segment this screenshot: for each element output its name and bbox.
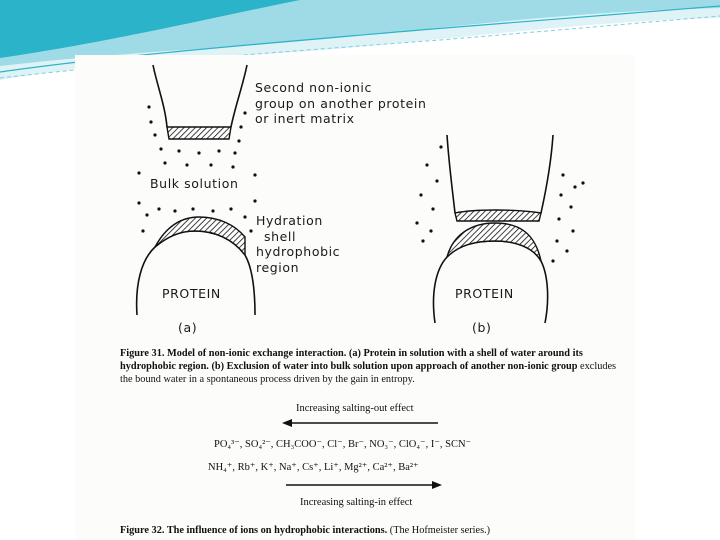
figure-31-caption-bold: Figure 31. Model of non-ionic exchange interaction. (a) Protein in solution with a shell of water around its hydrophobic region. (b) Exclusion of water into bulk solution upon approach of another non-ionic group	[120, 348, 583, 372]
figure-31-caption-rest: excludes the bound water in a spontaneous process driven by the gain in entropy.	[120, 361, 617, 385]
hydration-label-line-4: region	[256, 259, 300, 275]
protein-a-label: PROTEIN	[162, 286, 221, 301]
salting-out-label: Increasing salting-out effect	[296, 403, 414, 414]
salting-in-arrow	[282, 480, 442, 490]
salting-out-arrow	[282, 418, 442, 428]
second-group-label-line-2: group on another protein	[255, 95, 427, 111]
second-group-label-line-1: Second non-ionic	[255, 80, 372, 95]
anion-series: PO₄³⁻, SO₄²⁻, CH₃COO⁻, Cl⁻, Br⁻, NO₃⁻, ClO₄⁻, I⁻, SCN⁻	[214, 439, 472, 450]
panel-a-label: (a)	[178, 320, 198, 335]
water-dots-b	[415, 145, 584, 262]
upper-group-b	[447, 135, 553, 221]
bulk-solution-label: Bulk solution	[150, 176, 239, 191]
water-dots-a	[137, 105, 256, 232]
cation-series: NH₄⁺, Rb⁺, K⁺, Na⁺, Cs⁺, Li⁺, Mg²⁺, Ca²⁺, Ba²⁺	[208, 462, 419, 473]
salting-in-label: Increasing salting-in effect	[300, 497, 413, 508]
hydration-shell-label	[256, 213, 340, 276]
hydration-label-line-2: shell	[264, 228, 297, 244]
hydration-label-line-1: Hydration	[256, 213, 323, 228]
figure-32-caption	[120, 524, 625, 537]
panel-b-label: (b)	[472, 320, 492, 335]
protein-b	[434, 223, 548, 323]
hydration-label-line-3: hydrophobic	[256, 244, 341, 260]
upper-group-a	[153, 65, 247, 139]
figure-31-caption	[120, 347, 625, 386]
second-group-label	[255, 80, 427, 127]
figure-32-caption-bold: Figure 32. The influence of ions on hydrophobic interactions.	[120, 525, 388, 536]
protein-b-label: PROTEIN	[455, 286, 514, 301]
figure-32-caption-rest: (The Hofmeister series.)	[387, 525, 491, 536]
second-group-label-line-3: or inert matrix	[255, 111, 355, 127]
